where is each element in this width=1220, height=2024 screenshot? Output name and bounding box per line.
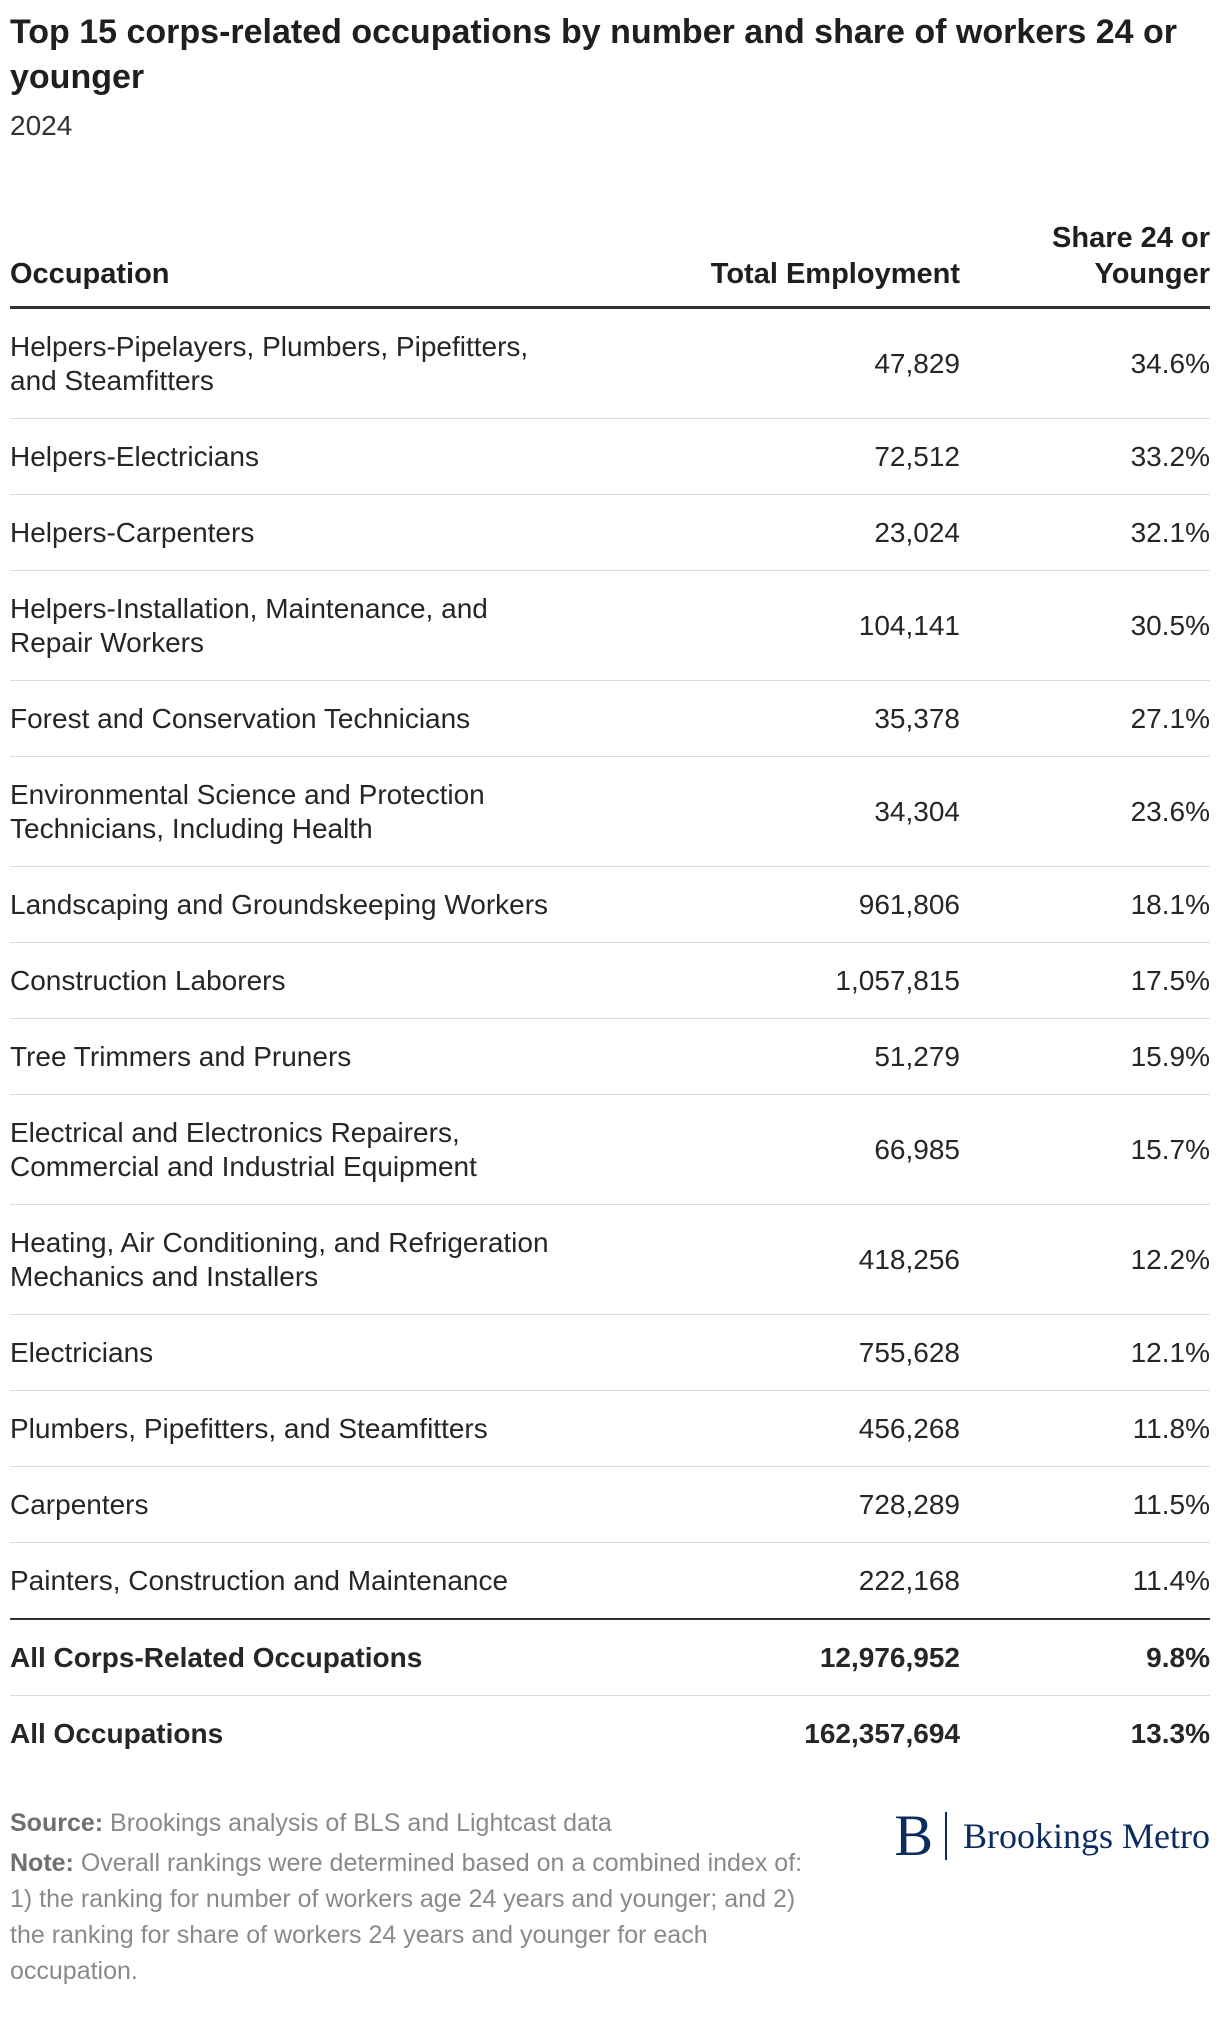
note-line [10, 1845, 810, 1989]
cell-occupation [10, 1205, 610, 1315]
occupation-line1: Helpers-Carpenters [10, 516, 255, 548]
occupation-line1: Electricians [10, 1336, 154, 1368]
table-row [10, 419, 1210, 495]
cell-occupation [10, 495, 610, 571]
occupation-line2: Commercial and Industrial Equipment [10, 1150, 477, 1182]
cell-total-employment: 104,141 [610, 571, 960, 681]
note-label: Note: [10, 1849, 74, 1877]
cell-occupation [10, 943, 610, 1019]
cell-share-24-or-younger: 17.5% [960, 943, 1210, 1019]
cell-total-employment: 1,057,815 [610, 943, 960, 1019]
cell-share-24-or-younger: 33.2% [960, 419, 1210, 495]
cell-total-employment: 51,279 [610, 1019, 960, 1095]
summary-row [10, 1696, 1210, 1772]
cell-occupation [10, 1315, 610, 1391]
column-header-share-line1: Share 24 or [1052, 222, 1210, 254]
cell-total-employment: 961,806 [610, 867, 960, 943]
source-line [10, 1805, 810, 1841]
cell-total-employment: 12,976,952 [610, 1619, 960, 1696]
occupation-line1: Helpers-Electricians [10, 440, 259, 472]
occupation-line2: Technicians, Including Health [10, 812, 373, 844]
summary-row [10, 1619, 1210, 1696]
cell-occupation [10, 1095, 610, 1205]
cell-total-employment: 728,289 [610, 1467, 960, 1543]
cell-share-24-or-younger: 18.1% [960, 867, 1210, 943]
cell-occupation [10, 1391, 610, 1467]
chart-footer [10, 1805, 810, 1989]
cell-share-24-or-younger: 23.6% [960, 757, 1210, 867]
cell-total-employment: 456,268 [610, 1391, 960, 1467]
cell-share-24-or-younger: 12.1% [960, 1315, 1210, 1391]
occupation-line2: Repair Workers [10, 626, 204, 658]
table-row [10, 308, 1210, 419]
brookings-metro-logo [850, 1803, 1210, 1868]
cell-share-24-or-younger: 12.2% [960, 1205, 1210, 1315]
cell-total-employment: 66,985 [610, 1095, 960, 1205]
cell-total-employment: 35,378 [610, 681, 960, 757]
occupation-line1: Helpers-Installation, Maintenance, and [10, 592, 488, 624]
cell-total-employment: 34,304 [610, 757, 960, 867]
cell-occupation: All Occupations [10, 1717, 224, 1749]
table-row [10, 1467, 1210, 1543]
occupation-line1: Landscaping and Groundskeeping Workers [10, 888, 549, 920]
table-header-row [10, 220, 1210, 308]
cell-share-24-or-younger: 11.5% [960, 1467, 1210, 1543]
note-text: Overall rankings were determined based on a combined index of: 1) the ranking for number of workers age 24 years and younger; and 2) the ranking for share of workers 24 years and younger for each occupation. [10, 1849, 803, 1985]
cell-share-24-or-younger: 27.1% [960, 681, 1210, 757]
column-header-total-employment: Total Employment [610, 220, 960, 308]
table-row [10, 1543, 1210, 1620]
occupation-line1: Helpers-Pipelayers, Plumbers, Pipefitters, [10, 330, 529, 362]
cell-occupation [10, 757, 610, 867]
cell-occupation [10, 1543, 610, 1620]
cell-share-24-or-younger: 13.3% [1130, 1717, 1210, 1749]
occupation-line1: Heating, Air Conditioning, and Refrigeration [10, 1226, 549, 1258]
column-header-occupation: Occupation [10, 220, 610, 308]
logo-divider [945, 1812, 947, 1860]
occupation-line1: Carpenters [10, 1488, 149, 1520]
cell-total-employment: 47,829 [610, 308, 960, 419]
occupation-line1: Forest and Conservation Technicians [10, 702, 471, 734]
cell-occupation [10, 1019, 610, 1095]
cell-share-24-or-younger: 11.4% [960, 1543, 1210, 1620]
cell-share-24-or-younger: 11.8% [960, 1391, 1210, 1467]
cell-occupation [10, 1467, 610, 1543]
logo-text: Brookings Metro [963, 1816, 1210, 1856]
cell-total-employment: 418,256 [610, 1205, 960, 1315]
column-header-share [960, 220, 1210, 308]
cell-total-employment: 222,168 [610, 1543, 960, 1620]
cell-share-24-or-younger: 30.5% [960, 571, 1210, 681]
cell-share-24-or-younger: 15.7% [960, 1095, 1210, 1205]
table-row [10, 1205, 1210, 1315]
occupation-line1: Painters, Construction and Maintenance [10, 1564, 509, 1596]
table-row [10, 1019, 1210, 1095]
cell-share-24-or-younger: 32.1% [960, 495, 1210, 571]
cell-occupation [10, 867, 610, 943]
table-row [10, 757, 1210, 867]
occupation-line1: Electrical and Electronics Repairers, [10, 1116, 460, 1148]
occupation-line2: Mechanics and Installers [10, 1260, 319, 1292]
cell-share-24-or-younger: 15.9% [960, 1019, 1210, 1095]
occupation-line1: Construction Laborers [10, 964, 286, 996]
table-row [10, 681, 1210, 757]
cell-occupation [10, 571, 610, 681]
logo-mark: B [894, 1803, 933, 1868]
table-row [10, 1391, 1210, 1467]
cell-share-24-or-younger: 9.8% [960, 1619, 1210, 1696]
source-text: Brookings analysis of BLS and Lightcast data [110, 1809, 612, 1837]
occupation-line1: Tree Trimmers and Pruners [10, 1040, 352, 1072]
cell-total-employment: 23,024 [610, 495, 960, 571]
cell-total-employment: 162,357,694 [804, 1717, 960, 1749]
chart-title: Top 15 corps-related occupations by number and share of workers 24 or younger [10, 13, 1178, 96]
table-body [10, 308, 1210, 1772]
table-row [10, 1095, 1210, 1205]
table-row [10, 571, 1210, 681]
source-label: Source: [10, 1809, 104, 1837]
chart-subtitle: 2024 [10, 110, 73, 141]
column-header-share-line2: Younger [1094, 258, 1210, 290]
cell-total-employment: 72,512 [610, 419, 960, 495]
cell-occupation [10, 308, 610, 419]
table-row [10, 495, 1210, 571]
cell-occupation: All Corps-Related Occupations [10, 1619, 610, 1696]
cell-share-24-or-younger: 34.6% [960, 308, 1210, 419]
cell-occupation [10, 681, 610, 757]
occupation-line1: Environmental Science and Protection [10, 778, 485, 810]
cell-occupation [10, 419, 610, 495]
occupations-table [10, 220, 1210, 1771]
table-row [10, 943, 1210, 1019]
occupation-line2: and Steamfitters [10, 364, 214, 396]
table-row [10, 1315, 1210, 1391]
occupation-line1: Plumbers, Pipefitters, and Steamfitters [10, 1412, 488, 1444]
cell-total-employment: 755,628 [610, 1315, 960, 1391]
table-row [10, 867, 1210, 943]
